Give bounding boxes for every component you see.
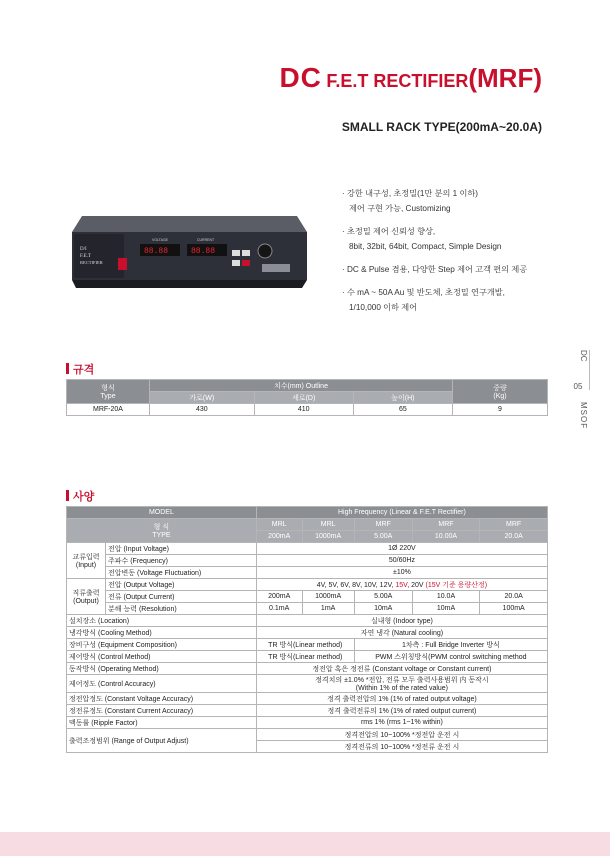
spec-h-height: 높이(H) [353, 392, 452, 404]
spec-h-dim: 치수(mm) Outline [150, 380, 453, 392]
spec2-table: MODEL High Frequency (Linear & F.E.T Rectifier) 형 식 TYPE MRL MRL MRF MRF MRF 200mA 1000mA 5.00A 10.00A 20.0A 교류입력 (Input) 전압 (Input Voltage) 1Ø 220V 주파수 (Frequency) 50/60Hz 전압변동 (Voltage Fluctuation) ±10% 직류출력 (Output) 전압 (Output Voltage) 4V, 5V, 6V, 8V, 10V, 12V, 15V, 20V (15V 기준 용량산정) 전류 (Output Current) 200mA 1000mA 5.00A 10.0A 20.0A 분해 능력 (Resolution) 0.1mA 1mA 10mA 10mA 100mA 설치장소 (Location) 실내형 (Indoor type) 냉각방식 (Cooling Method) 자연 냉각 (Natural cooling) 장비구성 (Equipment Composition) TR 방식(Linear method) 1차측 : Full Bridge Inverter 방식 제어방식 (Control Method) TR 방식(Linear method) PWM 스위칭방식(PWM control switching method 동작방식 (Operating Method) 정전압 혹은 정전류 (Constant voltage or Constant current) 제어정도 (Control Accuracy) 정격치의 ±1.0% *전압, 전류 모두 출력사용범위 内 동작시 (Within 1% of the rated value) 정전압정도 (Constant Voltage Accuracy) 정격 출력전압의 1% (1% of rated output voltage) 정전류정도 (Constant Current Accuracy) 정격 출력전류의 1% (1% of rated output current) 맥동률 (Ripple Factor) rms 1% (rms 1~1% within) 출력조정범위 (Range of Output Adjust) 정격전압의 10~100% *정전압 운전 시 정격전류의 10~100% *정전류 운전 시 [66, 506, 548, 753]
table-row: 전류 (Output Current) 200mA 1000mA 5.00A 10.0A 20.0A [67, 591, 548, 603]
rectifier-device-image [62, 210, 307, 296]
table-row: 맥동률 (Ripple Factor) rms 1% (rms 1~1% within) [67, 717, 548, 729]
table-row: 정전류정도 (Constant Current Accuracy) 정격 출력전류의 1% (1% of rated output current) [67, 705, 548, 717]
side-label-dc: DC [579, 350, 588, 362]
device-brand-3: RECTIFIER [80, 260, 103, 265]
table-row: 냉각방식 (Cooling Method) 자연 냉각 (Natural cooling) [67, 627, 548, 639]
table-row: 교류입력 (Input) 전압 (Input Voltage) 1Ø 220V [67, 543, 548, 555]
spec2-h-type: 형 식 TYPE [67, 519, 257, 543]
spec2-h-model-value: High Frequency (Linear & F.E.T Rectifier) [256, 507, 547, 519]
feature-item: · 강한 내구성, 초정밀(1만 분의 1 이하) 제어 구현 가능, Customizing [342, 189, 479, 213]
title-dc: DC [279, 62, 322, 93]
svg-text:88.88: 88.88 [144, 247, 169, 256]
spec-h-weight: 중량 (Kg) [453, 380, 548, 404]
spec2-heading: 사양 [66, 488, 94, 504]
side-divider [589, 350, 590, 390]
table-row: 제어방식 (Control Method) TR 방식(Linear method) PWM 스위칭방식(PWM control switching method [67, 651, 548, 663]
table-row: 정격전류의 10~100% *정전류 운전 시 [67, 741, 548, 753]
spec2-h-model: MODEL [67, 507, 257, 519]
table-row: 동작방식 (Operating Method) 정전압 혹은 정전류 (Constant voltage or Constant current) [67, 663, 548, 675]
table-row: 제어정도 (Control Accuracy) 정격치의 ±1.0% *전압, 전류 모두 출력사용범위 内 동작시 (Within 1% of the rated value) [67, 675, 548, 693]
device-voltage-label: VOLTAGE [152, 238, 169, 242]
table-row: MRF-20A 430 410 65 9 [67, 404, 548, 416]
table-row: 출력조정범위 (Range of Output Adjust) 정격전압의 10~100% *정전압 운전 시 [67, 729, 548, 741]
feature-item: · DC & Pulse 겸용, 다양한 Step 제어 고객 편의 제공 [342, 265, 528, 274]
output-voltage-value: 4V, 5V, 6V, 8V, 10V, 12V, 15V, 20V (15V 기준 용량산정) [256, 579, 547, 591]
page-subtitle: SMALL RACK TYPE(200mA~20.0A) [341, 120, 542, 134]
device-current-label: CURRENT [197, 238, 215, 242]
table-row: 분해 능력 (Resolution) 0.1mA 1mA 10mA 10mA 100mA [67, 603, 548, 615]
spec-h-depth: 세로(D) [254, 392, 353, 404]
spec-h-model: 형식 Type [67, 380, 150, 404]
table-row: 전압변동 (Voltage Fluctuation) ±10% [67, 567, 548, 579]
spec-table [66, 379, 548, 416]
table-row: 주파수 (Frequency) 50/60Hz [67, 555, 548, 567]
side-label-msof: MSOF [579, 402, 588, 430]
feature-item: · 수 mA ~ 50A Au 및 반도체, 초정밀 연구개발, 1/10,000 이하 제어 [342, 288, 505, 312]
table-row: 설치장소 (Location) 실내형 (Indoor type) [67, 615, 548, 627]
device-brand-1: D/I [80, 247, 87, 252]
table-row: 정전압정도 (Constant Voltage Accuracy) 정격 출력전압의 1% (1% of rated output voltage) [67, 693, 548, 705]
table-row: 장비구성 (Equipment Composition) TR 방식(Linear method) 1차측 : Full Bridge Inverter 방식 [67, 639, 548, 651]
svg-text:88.88: 88.88 [191, 247, 216, 256]
title-mrf: (MRF) [468, 63, 542, 93]
spec-heading: 규격 [66, 361, 94, 377]
device-brand-2: F.E.T [80, 254, 91, 259]
spec-h-width: 가로(W) [150, 392, 255, 404]
footer-band [0, 832, 610, 856]
feature-list [342, 186, 572, 323]
knob-icon [258, 244, 272, 258]
title-mid: F.E.T RECTIFIER [326, 71, 469, 91]
input-group-label: 교류입력 (Input) [67, 543, 106, 579]
page-title [279, 62, 542, 94]
side-page-number: 05 [573, 382, 583, 391]
output-group-label: 직류출력 (Output) [67, 579, 106, 615]
table-row: 직류출력 (Output) 전압 (Output Voltage) 4V, 5V, 6V, 8V, 10V, 12V, 15V, 20V (15V 기준 용량산정) [67, 579, 548, 591]
power-switch-icon [118, 258, 127, 270]
feature-item: · 초정밀 제어 신뢰성 향상, 8bit, 32bit, 64bit, Compact, Simple Design [342, 227, 502, 251]
